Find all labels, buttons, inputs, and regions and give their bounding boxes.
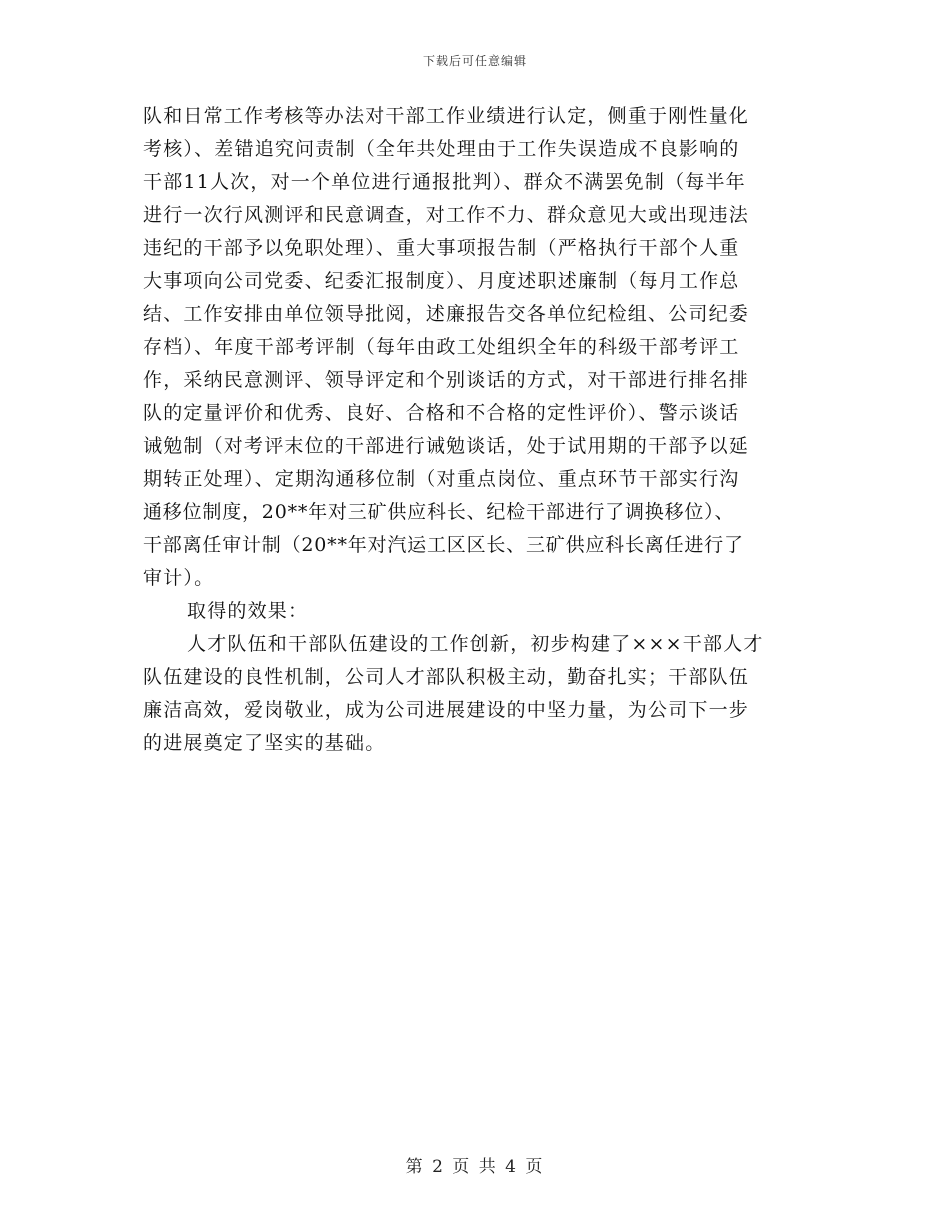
body-line: 考核）、差错追究问责制（全年共处理由于工作失误造成不良影响的 (143, 138, 740, 160)
body-line: 队的定量评价和优秀、良好、合格和不合格的定性评价）、警示谈话 (143, 402, 740, 424)
body-line: 期转正处理）、定期沟通移位制（对重点岗位、重点环节干部实行沟 (143, 468, 740, 490)
body-line: 进行一次行风测评和民意调查，对工作不力、群众意见大或出现违法 (143, 204, 750, 226)
body-line: 诫勉制（对考评末位的干部进行诫勉谈话，处于试用期的干部予以延 (143, 435, 750, 457)
document-body (143, 100, 807, 760)
body-line: 审计）。 (143, 567, 215, 589)
body-line: 作，采纳民意测评、领导评定和个别谈话的方式，对干部进行排名排 (143, 369, 750, 391)
body-line: 通移位制度，20**年对三矿供应科长、纪检干部进行了调换移位）、 (143, 501, 735, 523)
body-line: 结、工作安排由单位领导批阅，述廉报告交各单位纪检组、公司纪委 (143, 303, 750, 325)
page-header-note: 下载后可任意编辑 (422, 54, 527, 68)
body-line: 队和日常工作考核等办法对干部工作业绩进行认定，侧重于刚性量化 (143, 105, 750, 127)
body-line: 大事项向公司党委、纪委汇报制度）、月度述职述廉制（每月工作总 (143, 270, 740, 292)
body-line: 干部离任审计制（20**年对汽运工区区长、三矿供应科长离任进行了 (143, 534, 744, 556)
section-heading: 取得的效果： (187, 600, 309, 622)
page-number: 第 2 页 共 4 页 (405, 1157, 545, 1177)
body-line: 违纪的干部予以免职处理）、重大事项报告制（严格执行干部个人重 (143, 237, 740, 259)
body-line: 人才队伍和干部队伍建设的工作创新，初步构建了×××干部人才 (187, 633, 764, 655)
body-line: 存档）、年度干部考评制（每年由政工处组织全年的科级干部考评工 (143, 336, 740, 358)
body-line: 队伍建设的良性机制，公司人才部队积极主动，勤奋扎实；干部队伍 (143, 666, 750, 688)
body-line: 的进展奠定了坚实的基础。 (143, 732, 386, 754)
body-line: 干部11人次，对一个单位进行通报批判）、群众不满罢免制（每半年 (143, 171, 746, 193)
body-line: 廉洁高效，爱岗敬业，成为公司进展建设的中坚力量，为公司下一步 (143, 699, 750, 721)
